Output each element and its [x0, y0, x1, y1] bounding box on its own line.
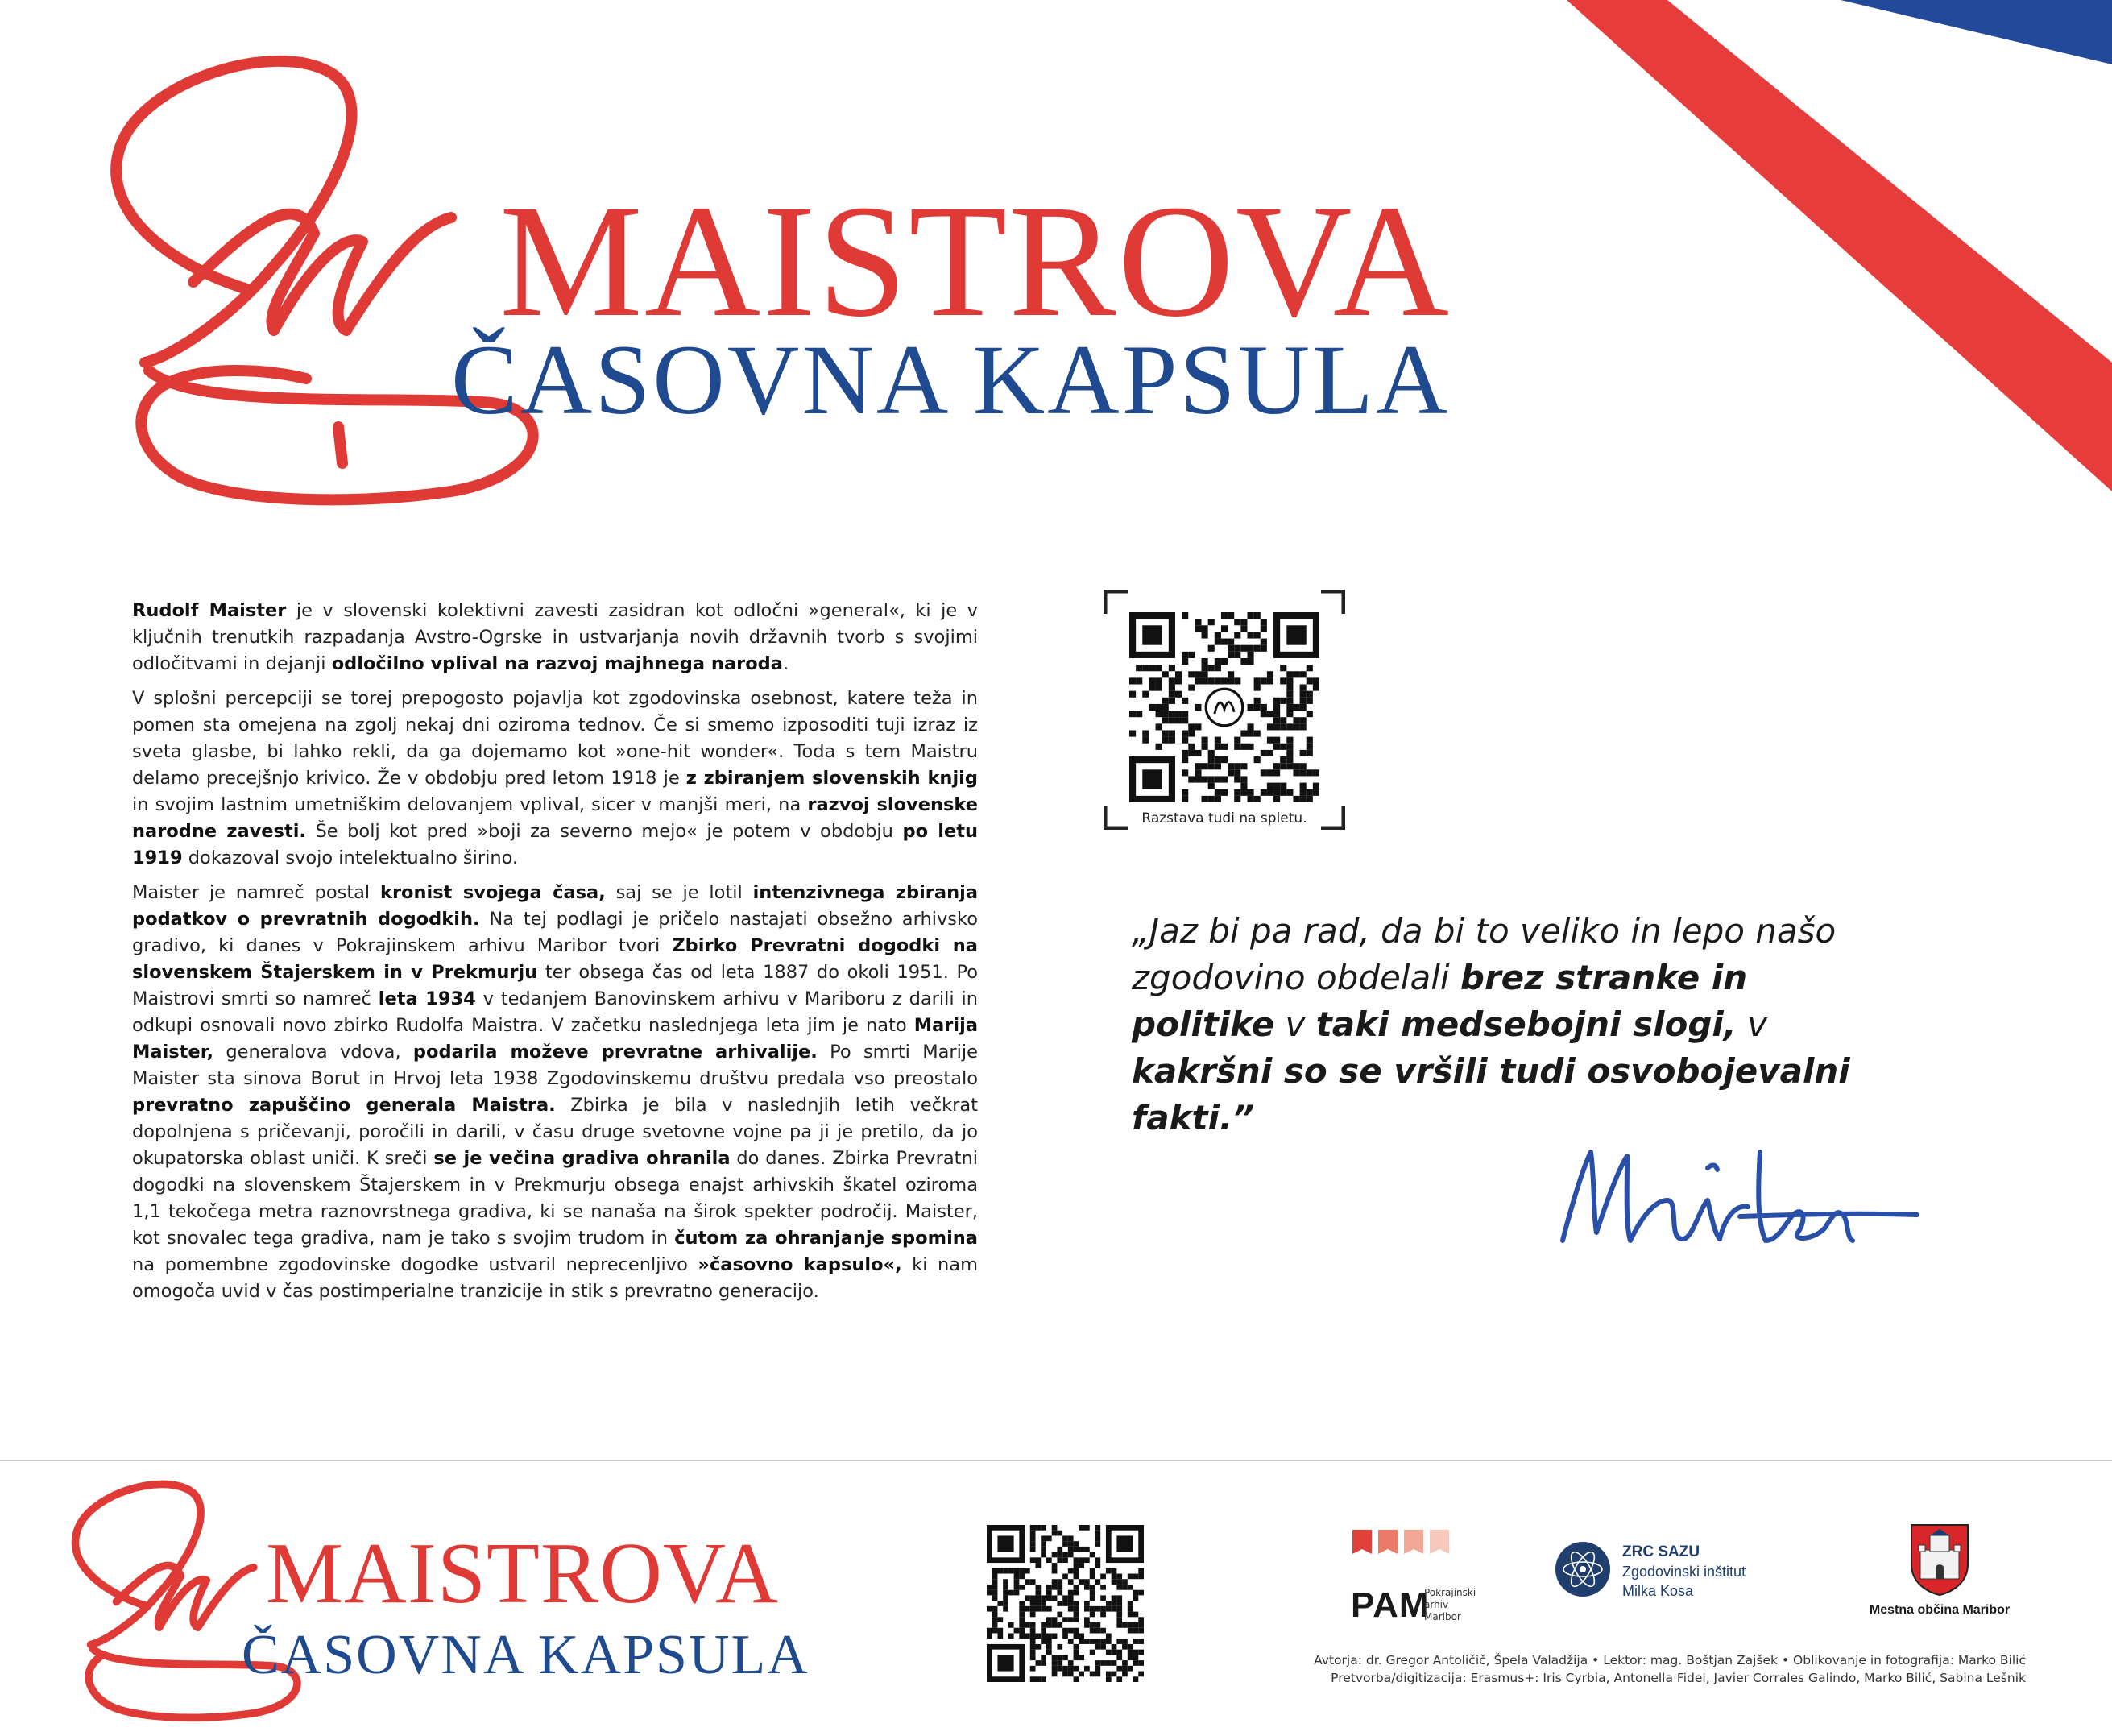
- emphasis: kronist svojega časa,: [379, 882, 606, 903]
- pam-logo-text: PAM: [1351, 1585, 1430, 1625]
- quote-block: [1132, 908, 1857, 1141]
- pam-logo-subtitle: [1424, 1587, 1476, 1623]
- credits: [1152, 1651, 2026, 1687]
- article-body: [132, 598, 978, 1313]
- qr-code[interactable]: [1129, 612, 1319, 802]
- text-run: .: [782, 653, 789, 674]
- pam-line-3: Maribor: [1424, 1611, 1461, 1622]
- text-run: je v slovenski kolektivni zavesti zasidran kot odločni »general«, ki je v ključnih trenutkih razpadanja Avstro-Ogrske in ustvarjanja novih državnih tvorb s svojimi odločitvami in dejanji: [132, 600, 978, 674]
- emphasis: »časovno kapsulo«,: [698, 1254, 902, 1275]
- quote-text: „Jaz bi pa rad, da bi to veliko in lepo našo zgodovino obdelali: [1132, 911, 1837, 997]
- text-run: Po smrti Marije Maister sta sinova Borut in Hrvoj leta 1938 Zgodovinskemu društvu predala vso preostalo: [132, 1042, 978, 1089]
- text-run: na pomembne zgodovinske dogodke ustvaril neprecenljivo: [132, 1254, 698, 1275]
- text-run: in svojim lastnim umetniškim delovanjem vplival, sicer v manjši meri, na: [132, 794, 808, 815]
- credits-line-2: Pretvorba/digitizacija: Erasmus+: Iris Cyrbia, Antonella Fidel, Javier Corrales Galindo, Marko Bilić, Sabina Lešnik: [1331, 1671, 2026, 1685]
- emphasis: Rudolf Maister: [132, 600, 287, 621]
- emphasis: se je večina gradiva ohranila: [433, 1148, 731, 1169]
- emphasis: podarila moževe prevratne arhivalije.: [412, 1042, 818, 1063]
- zrc-line-3: Milka Kosa: [1622, 1583, 1694, 1599]
- zrc-line-2: Zgodovinski inštitut: [1622, 1564, 1746, 1580]
- zrc-line-1: ZRC SAZU: [1622, 1543, 1700, 1560]
- text-run: Še bolj kot pred »boji za severno mejo« je potem v obdobju: [305, 821, 903, 842]
- maister-signature: [1547, 1120, 1933, 1265]
- quote-emphasis: brez stranke in politike: [1132, 958, 1748, 1044]
- maribor-coat-of-arms-icon: [1909, 1523, 1970, 1597]
- footer-qr-code[interactable]: [987, 1525, 1144, 1682]
- emphasis: razvoj slovenske narodne zavesti.: [132, 794, 978, 842]
- emphasis: po letu 1919: [132, 821, 978, 868]
- quote-emphasis: kakršni so se vršili tudi osvobojevalni fakti.”: [1132, 1051, 1850, 1137]
- emphasis: Zbirko Prevratni dogodki na slovenskem Štajerskem in v Prekmurju: [132, 935, 978, 983]
- text-run: do danes. Zbirka Prevratni dogodki na slovenskem Štajerskem in v Prekmurju obsega enajst arhivskih škatel oziroma 1,1 tekočega metra raznovrstnega gradiva, ki se nanaša na širok spekter področij. Maister, kot snovalec tega gradiva, nam je tako s svojim trudom in: [132, 1148, 978, 1249]
- text-run: Maister je namreč postal: [132, 882, 380, 903]
- emphasis: prevratno zapuščino generala Maistra.: [132, 1095, 556, 1116]
- emphasis: Marija Maister,: [132, 1015, 978, 1063]
- zrc-sazu-logo-text: [1622, 1543, 1746, 1601]
- quote-text: v: [1736, 1005, 1767, 1044]
- text-run: ter obsega čas od leta 1887 do okoli 1951. Po Maistrovi smrti so namreč: [132, 962, 978, 1009]
- page-title: MAISTROVA: [499, 172, 1451, 350]
- text-run: v tedanjem Banovinskem arhivu v Mariboru z darili in odkupi osnovali novo zbirko Rudolfa Maistra. V začetku naslednjega leta jim je nato: [132, 988, 979, 1036]
- text-run: saj se je lotil: [605, 882, 753, 903]
- text-run: generalova vdova,: [213, 1042, 413, 1063]
- text-run: ki nam omogoča uvid v čas postimperialne tranzicije in stik s prevratno generacijo.: [132, 1254, 978, 1302]
- text-run: dokazoval svojo intelektualno širino.: [182, 847, 519, 868]
- zrc-sazu-logo-icon: [1555, 1541, 1611, 1597]
- footer-title: MAISTROVA: [266, 1526, 780, 1622]
- text-run: Zbirka je bila v naslednjih letih večkrat dopolnjena s pričevanji, poročili in darili, v času druge svetovne vojne pa ji je pretilo, da jo okupatorska oblast uniči. K sreči: [132, 1095, 978, 1169]
- text-run: V splošni percepciji se torej prepogosto pojavlja kot zgodovinska osebnost, katere teža in pomen sta omejena na zgolj nekaj dni oziroma tednov. Če si smemo izposoditi tuji izraz iz sveta glasbe, bi lahko rekli, da ga dojemamo kot »one-hit wonder«. Toda s tem Maistru delamo precejšnjo krivico. Že v obdobju pred letom 1918 je: [132, 688, 978, 789]
- quote-emphasis: taki medsebojni slogi,: [1315, 1005, 1737, 1044]
- footer-subtitle: ČASOVNA KAPSULA: [242, 1624, 810, 1686]
- municipality-label: Mestna občina Maribor: [1869, 1603, 2011, 1617]
- ribbon-blue-stripe: [1841, 0, 2112, 64]
- emphasis: čutom za ohranjanje spomina: [674, 1228, 978, 1249]
- pam-line-1: Pokrajinski: [1424, 1587, 1476, 1598]
- body-paragraph: [132, 686, 978, 872]
- text-run: Na tej podlagi je pričelo nastajati obsežno arhivsko gradivo, ki danes v Pokrajinskem arhivu Maribor tvori: [132, 909, 978, 956]
- emphasis: intenzivnega zbiranja podatkov o prevratnih dogodkih.: [132, 882, 978, 930]
- emphasis: z zbiranjem slovenskih knjig: [685, 768, 978, 789]
- ribbon-red-stripe: [1567, 0, 2112, 491]
- emphasis: leta 1934: [378, 988, 476, 1009]
- emphasis: odločilno vplival na razvoj majhnega naroda: [331, 653, 783, 674]
- qr-caption: Razstava tudi na spletu.: [1141, 810, 1307, 827]
- page-subtitle: ČASOVNA KAPSULA: [451, 325, 1451, 435]
- body-paragraph: [132, 880, 978, 1305]
- pam-line-2: arhiv: [1424, 1599, 1449, 1610]
- footer-divider: [0, 1460, 2112, 1461]
- body-paragraph: [132, 598, 978, 677]
- quote-text: v: [1274, 1005, 1316, 1044]
- credits-line-1: Avtorja: dr. Gregor Antoličič, Špela Valadžija • Lektor: mag. Boštjan Zajšek • Oblikovanje in fotografija: Marko Bilić: [1314, 1653, 2026, 1668]
